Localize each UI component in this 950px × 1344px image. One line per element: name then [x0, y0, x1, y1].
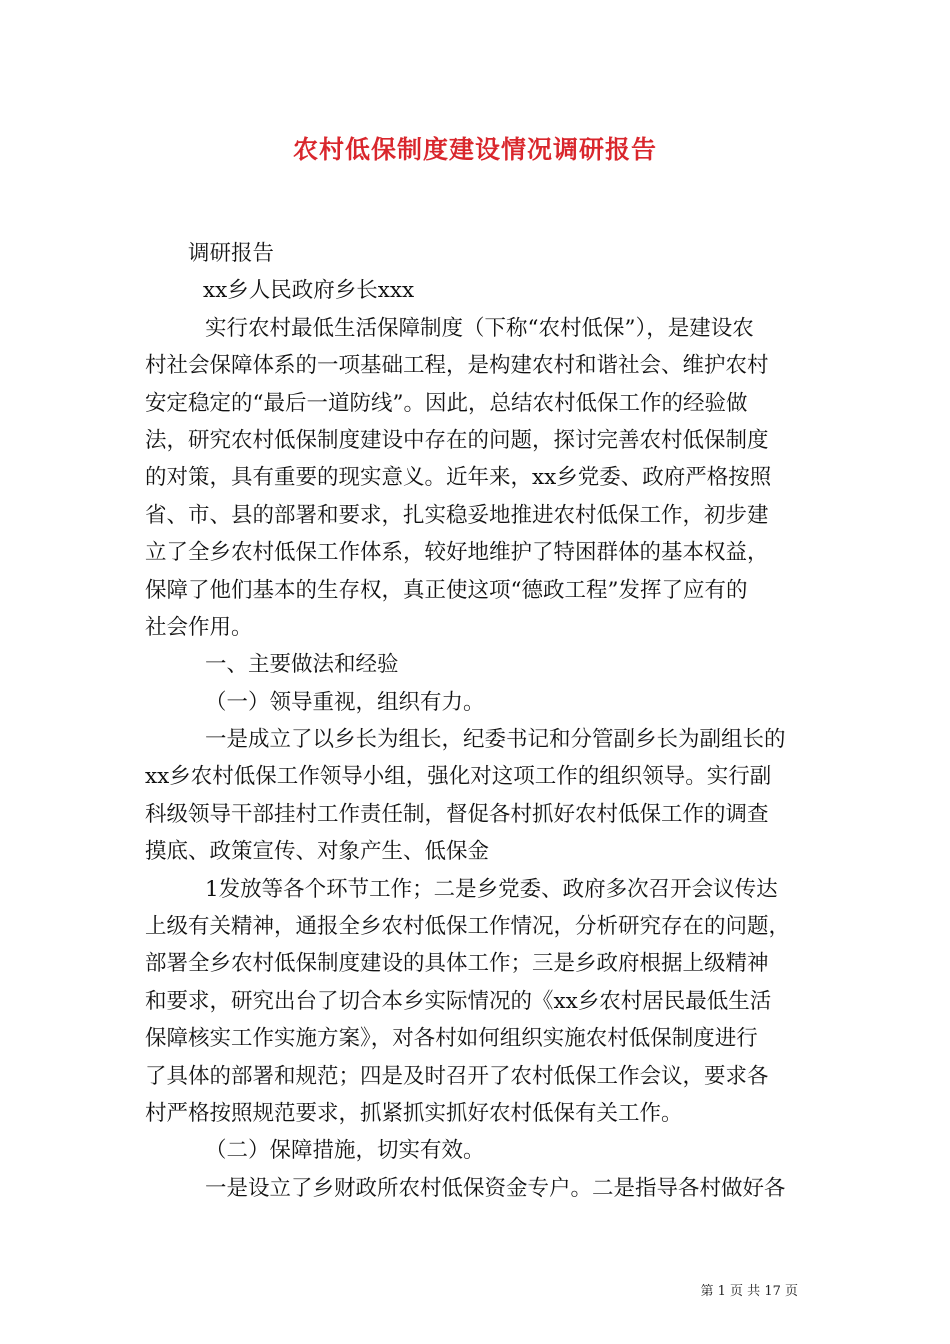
- text-line: 保障了他们基本的生存权，真正使这项“德政工程”发挥了应有的: [145, 577, 748, 603]
- text-line: 法，研究农村低保制度建设中存在的问题，探讨完善农村低保制度: [145, 427, 769, 453]
- text-line: 了具体的部署和规范；四是及时召开了农村低保工作会议，要求各: [145, 1063, 769, 1089]
- document-body: [145, 235, 815, 1207]
- text-line: 摸底、政策宣传、对象产生、低保金: [145, 839, 490, 865]
- text-line: 村社会保障体系的一项基础工程，是构建农村和谐社会、维护农村: [145, 353, 769, 379]
- text-line: 村严格按照规范要求，抓紧抓实抓好农村低保有关工作。: [145, 1100, 683, 1126]
- text-line: 部署全乡农村低保制度建设的具体工作；三是乡政府根据上级精神: [145, 951, 769, 977]
- text-line: 实行农村最低生活保障制度（下称“农村低保”），是建设农: [205, 315, 754, 341]
- subsection-heading: （一）领导重视，组织有力。: [205, 689, 485, 715]
- document-title: 农村低保制度建设情况调研报告: [292, 135, 657, 164]
- text-line: 调研报告: [188, 241, 275, 266]
- text-line: 社会作用。: [145, 614, 253, 640]
- text-line: 安定稳定的“最后一道防线”。因此，总结农村低保工作的经验做: [145, 390, 748, 416]
- text-line: 立了全乡农村低保工作体系，较好地维护了特困群体的基本权益，: [145, 540, 769, 566]
- subsection-heading: （二）保障措施，切实有效。: [205, 1138, 485, 1164]
- page-number-footer: 第 1 页 共 17 页: [700, 1284, 798, 1299]
- text-line: 省、市、县的部署和要求，扎实稳妥地推进农村低保工作，初步建: [145, 502, 769, 528]
- text-line: 科级领导干部挂村工作责任制，督促各村抓好农村低保工作的调查: [145, 801, 769, 827]
- text-line: 上级有关精神，通报全乡农村低保工作情况，分析研究存在的问题，: [145, 914, 791, 940]
- text-line: 1发放等各个环节工作；二是乡党委、政府多次召开会议传达: [205, 876, 778, 902]
- text-line: 和要求，研究出台了切合本乡实际情况的《xx乡农村居民最低生活: [145, 988, 772, 1014]
- text-line: 一是设立了乡财政所农村低保资金专户。二是指导各村做好各: [205, 1175, 786, 1201]
- text-line: 保障核实工作实施方案》，对各村如何组织实施农村低保制度进行: [145, 1026, 758, 1052]
- section-heading: 一、主要做法和经验: [205, 652, 399, 678]
- text-line: xx乡农村低保工作领导小组，强化对这项工作的组织领导。实行副: [145, 764, 772, 790]
- text-line: xx乡人民政府乡长xxx: [203, 278, 415, 304]
- text-line: 一是成立了以乡长为组长，纪委书记和分管副乡长为副组长的: [205, 727, 786, 753]
- text-line: 的对策，具有重要的现实意义。近年来，xx乡党委、政府严格按照: [145, 465, 772, 491]
